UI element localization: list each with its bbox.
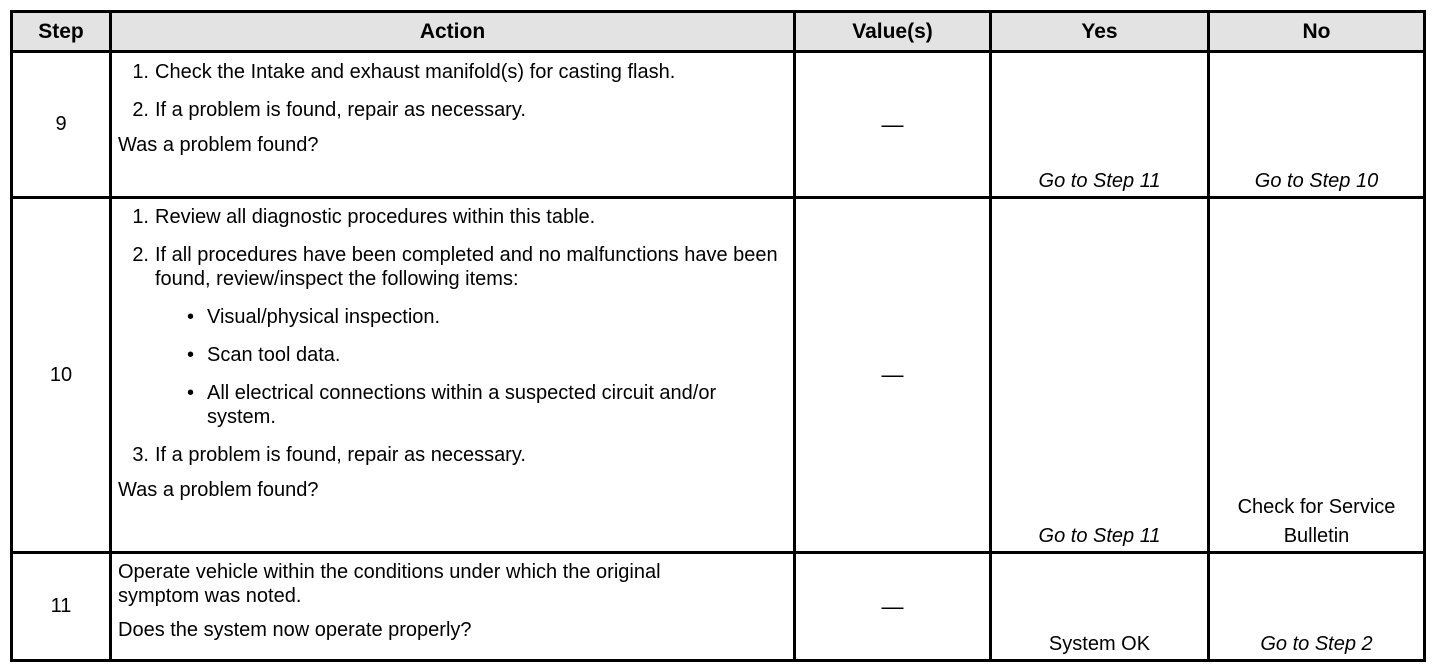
- header-row: [12, 12, 1425, 52]
- item-number: 2.: [132, 244, 149, 266]
- yes-outcome: Go to Step 11: [991, 198, 1209, 553]
- value-cell: —: [795, 553, 991, 661]
- bullet-dot: •: [187, 344, 195, 366]
- table-row-step-11: [12, 553, 1425, 661]
- action-item: [112, 60, 793, 84]
- yes-outcome: Go to Step 11: [991, 52, 1209, 198]
- no-outcome: Go to Step 2: [1209, 553, 1425, 661]
- item-number: 1.: [132, 61, 149, 83]
- item-text: If a problem is found, repair as necessary.: [155, 99, 526, 121]
- action-item: [112, 98, 793, 122]
- header-step: Step: [12, 12, 111, 52]
- step-number: 11: [12, 553, 111, 661]
- action-cell: [111, 198, 795, 553]
- value-cell: —: [795, 198, 991, 553]
- action-item: [112, 243, 793, 291]
- bullet-text: Scan tool data.: [207, 344, 341, 366]
- table-row-step-9: [12, 52, 1425, 198]
- no-outcome: Go to Step 10: [1209, 52, 1425, 198]
- item-text: Review all diagnostic procedures within this table.: [155, 206, 596, 228]
- bullet-dot: •: [187, 382, 195, 404]
- no-outcome: Check for Service Bulletin: [1209, 198, 1425, 553]
- header-action: Action: [111, 12, 795, 52]
- item-text: Check the Intake and exhaust manifold(s) for casting flash.: [155, 61, 676, 83]
- bullet-dot: •: [187, 306, 195, 328]
- action-item: [112, 205, 793, 229]
- item-number: 3.: [132, 444, 149, 466]
- question-text: Does the system now operate properly?: [118, 619, 472, 641]
- action-cell: [111, 553, 795, 661]
- item-text: If all procedures have been completed and no malfunctions have been found, review/inspect the following items:: [155, 244, 778, 290]
- action-text: Operate vehicle within the conditions under which the original symptom was noted.: [118, 561, 661, 607]
- bullet-item: [112, 343, 793, 367]
- bullet-item: [112, 381, 793, 429]
- diagnostic-table-sheet: [10, 10, 1423, 658]
- diagnostic-table: [10, 10, 1426, 662]
- question-text: Was a problem found?: [118, 134, 319, 156]
- value-cell: —: [795, 52, 991, 198]
- bullet-text: Visual/physical inspection.: [207, 306, 441, 328]
- item-text: If a problem is found, repair as necessary.: [155, 444, 526, 466]
- question-text: Was a problem found?: [118, 479, 319, 501]
- header-yes: Yes: [991, 12, 1209, 52]
- item-number: 2.: [132, 99, 149, 121]
- yes-outcome: System OK: [991, 553, 1209, 661]
- table-row-step-10: [12, 198, 1425, 553]
- header-values: Value(s): [795, 12, 991, 52]
- step-number: 9: [12, 52, 111, 198]
- step-number: 10: [12, 198, 111, 553]
- item-number: 1.: [132, 206, 149, 228]
- action-item: [112, 443, 793, 467]
- header-no: No: [1209, 12, 1425, 52]
- action-cell: [111, 52, 795, 198]
- bullet-text: All electrical connections within a suspected circuit and/or system.: [207, 382, 717, 428]
- bullet-item: [112, 305, 793, 329]
